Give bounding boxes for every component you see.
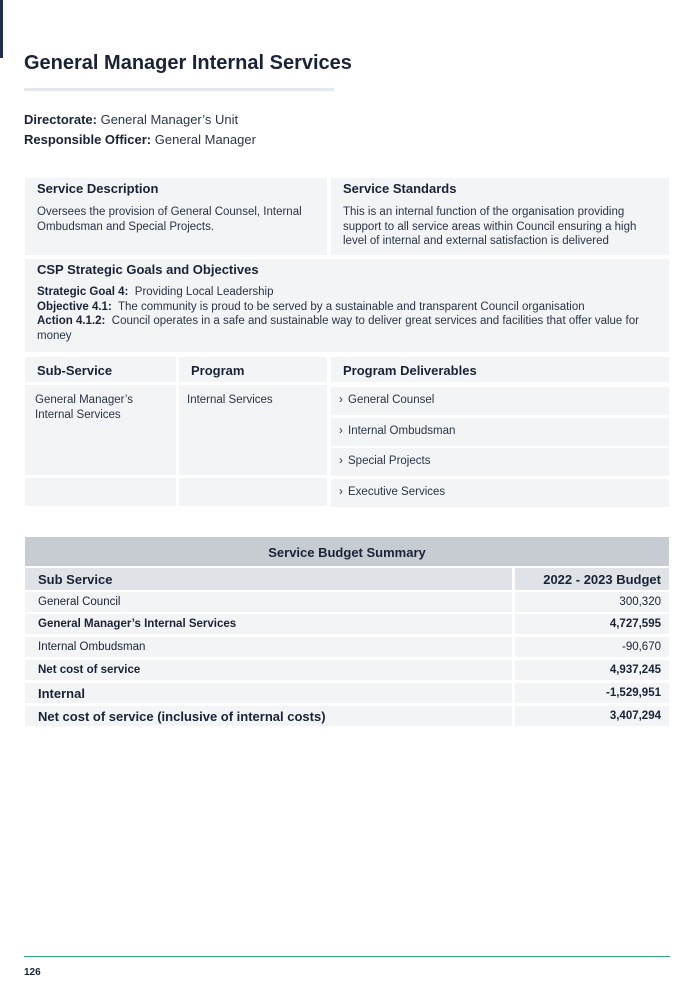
service-standards-panel	[331, 178, 669, 255]
footer-divider	[24, 956, 670, 957]
service-description-panel	[25, 178, 327, 255]
budget-row-value: 300,320	[515, 592, 669, 612]
program-empty-cell	[179, 478, 327, 506]
strategic-goal-label: Strategic Goal 4:	[37, 286, 129, 298]
objective-text: The community is proud to be served by a sustainable and transparent Council organisation	[117, 300, 585, 313]
budget-row-label: Net cost of service (inclusive of internal costs)	[25, 706, 512, 726]
objective-label: Objective 4.1:	[37, 300, 112, 313]
chevron-right-icon: ›	[339, 394, 343, 406]
deliverable-label: Executive Services	[348, 486, 446, 498]
title-underline	[24, 88, 334, 91]
action-line	[37, 314, 657, 343]
csp-heading: CSP Strategic Goals and Objectives	[37, 262, 259, 277]
budget-row-label: Internal Ombudsman	[25, 637, 512, 657]
responsible-officer-label: Responsible Officer:	[24, 132, 152, 147]
budget-row-label: Net cost of service	[25, 660, 512, 680]
page-number: 126	[24, 967, 41, 978]
chevron-right-icon: ›	[339, 425, 343, 437]
budget-row-label: General Council	[25, 592, 512, 612]
budget-row-label: Internal	[25, 683, 512, 703]
deliverable-label: Special Projects	[348, 455, 431, 467]
directorate-line	[24, 112, 238, 127]
deliverable-item	[331, 418, 669, 446]
service-standards-text: This is an internal function of the organisation providing support to all service areas within Council ensuring a high level of internal and external satisfaction is delivered	[343, 206, 637, 247]
budget-summary-title: Service Budget Summary	[25, 537, 669, 566]
action-text: Council operates in a safe and sustainable way to deliver great services and facilities that offer value for money	[37, 315, 639, 342]
program-header: Program	[179, 357, 327, 382]
deliverable-item	[331, 448, 669, 476]
csp-goals-panel	[25, 259, 669, 352]
budget-row-value: 4,937,245	[515, 660, 669, 680]
directorate-value: General Manager’s Unit	[100, 112, 239, 127]
service-standards-heading: Service Standards	[343, 181, 457, 196]
budget-sub-service-header: Sub Service	[25, 568, 512, 590]
chevron-right-icon: ›	[339, 455, 343, 467]
deliverable-label: Internal Ombudsman	[348, 425, 456, 437]
action-label: Action 4.1.2:	[37, 315, 106, 327]
program-cell: Internal Services	[179, 385, 327, 475]
budget-row-value: 3,407,294	[515, 706, 669, 726]
objective-line	[37, 300, 657, 315]
service-description-heading: Service Description	[37, 181, 159, 196]
deliverable-item	[331, 479, 669, 507]
budget-row-value: -1,529,951	[515, 683, 669, 703]
sub-service-empty-cell	[25, 478, 176, 506]
deliverable-label: General Counsel	[348, 394, 435, 406]
budget-row-value: -90,670	[515, 637, 669, 657]
page-title: General Manager Internal Services	[24, 52, 352, 74]
chevron-right-icon: ›	[339, 486, 343, 498]
sub-service-header: Sub-Service	[25, 357, 176, 382]
deliverable-item	[331, 387, 669, 415]
service-description-text: Oversees the provision of General Counsel, Internal Ombudsman and Special Projects.	[37, 206, 302, 233]
strategic-goal-line	[37, 285, 657, 300]
budget-row-value: 4,727,595	[515, 614, 669, 634]
program-deliverables-header: Program Deliverables	[331, 357, 669, 382]
responsible-officer-value: General Manager	[154, 132, 256, 147]
corner-accent-bar	[0, 0, 3, 58]
strategic-goal-text: Providing Local Leadership	[134, 286, 274, 298]
budget-year-header: 2022 - 2023 Budget	[515, 568, 669, 590]
budget-row-label: General Manager’s Internal Services	[25, 614, 512, 634]
sub-service-cell: General Manager’s Internal Services	[25, 385, 176, 475]
responsible-officer-line	[24, 132, 256, 147]
directorate-label: Directorate:	[24, 112, 97, 127]
